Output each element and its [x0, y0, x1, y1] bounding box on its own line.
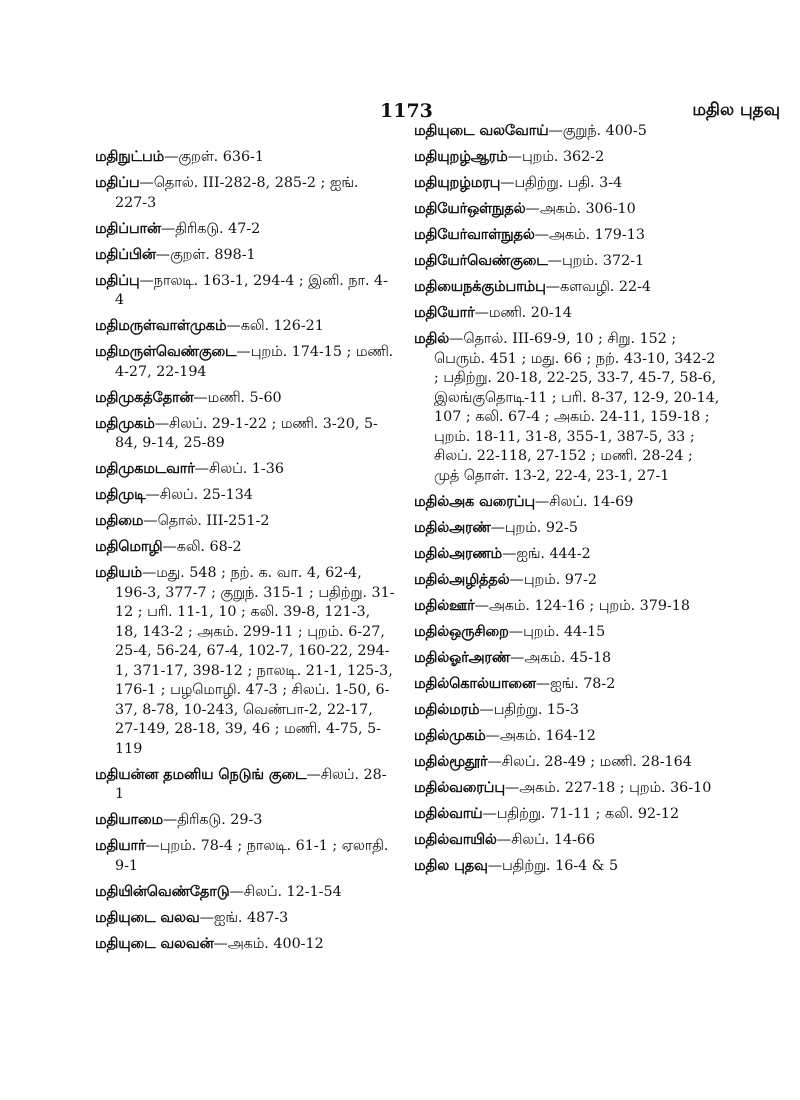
entry-headword: மதிநுட்பம்	[95, 149, 165, 165]
entry-headword: மதியுறழ்மரபு	[414, 175, 501, 191]
entry-headword: மதியம்	[95, 565, 142, 581]
entry-references: —சிலப். 14-66	[496, 831, 596, 848]
entry-references: —பதிற்று. 16-4 & 5	[487, 857, 619, 874]
index-entry	[414, 122, 720, 142]
entry-references: —பதிற்று. 15-3	[479, 701, 580, 718]
index-entry	[414, 252, 720, 272]
entry-headword: மதியேர்ஒள்நுதல்	[414, 201, 526, 217]
entry-headword: மதியுடை வலவ	[95, 909, 200, 926]
entry-headword: மதியுடை வலவோய்	[414, 123, 549, 139]
entry-references: —அகம். 306-10	[525, 201, 636, 217]
entry-headword: மதில்மூதூர்	[414, 753, 488, 770]
entry-headword: மதியேர்வெண்குடை	[414, 253, 548, 269]
entry-headword: மதியேர்வாள்நுதல்	[414, 227, 535, 243]
index-entry	[95, 766, 395, 805]
entry-references: —புறம். 97-2	[509, 571, 597, 588]
index-entry	[414, 174, 720, 194]
index-entry	[95, 272, 395, 311]
entry-references: —சிலப். 25-134	[145, 487, 253, 503]
entry-headword: மதிமருள்வாள்முகம்	[95, 318, 227, 334]
entry-headword: மதில்ஊர்	[414, 597, 475, 614]
index-entry	[95, 883, 395, 903]
left-column	[95, 148, 395, 961]
entry-references: —சிலப். 12-1-54	[229, 883, 342, 900]
entry-headword: மதில்வாய்	[414, 805, 483, 822]
entry-references: —சிலப். 14-69	[534, 493, 634, 510]
entry-references: —தொல். III-251-2	[143, 513, 270, 529]
index-entry	[414, 226, 720, 246]
entry-headword: மதியின்வெண்தோடு	[95, 883, 230, 900]
index-entry	[95, 909, 395, 929]
entry-headword: மதில்	[414, 331, 450, 347]
entry-references: —தொல். III-69-9, 10 ; சிறு. 152 ; பெரும். 451 ; மது. 66 ; நற். 43-10, 342-2 ; பதிற்று. 20-18, 22-25, 33-7, 45-7, 58-6, இலங்குதொடி-11 ; பரி. 8-37, 12-9, 20-14, 107 ; கலி. 67-4 ; அகம். 24-11, 159-18 ; புறம். 18-11, 31-8, 355-1, 387-5, 33 ; சிலப். 22-118, 27-152 ; மணி. 28-24 ; முத் தொள். 13-2, 22-4, 23-1, 27-1	[434, 331, 720, 484]
index-entry	[414, 571, 720, 591]
entry-headword: மதில புதவு	[414, 857, 488, 874]
entry-references: —அகம். 227-18 ; புறம். 36-10	[504, 779, 712, 796]
entry-references: —கலி. 68-2	[162, 539, 242, 555]
index-entry	[414, 597, 720, 617]
entry-headword: மதிமுகமடவார்	[95, 461, 195, 477]
index-entry	[414, 545, 720, 565]
index-entry	[95, 837, 395, 876]
entry-references: —திரிகடு. 47-2	[160, 220, 261, 237]
entry-headword: மதிப்பான்	[95, 220, 161, 237]
index-entry	[95, 246, 395, 266]
entry-references: —குறுந். 400-5	[548, 123, 647, 139]
entry-references: —ஐங். 487-3	[199, 909, 289, 926]
entry-references: —பதிற்று. 71-11 ; கலி. 92-12	[482, 805, 680, 822]
index-entry	[414, 779, 720, 799]
entry-references: —புறம். 372-1	[547, 253, 645, 269]
entry-references: —புறம். 92-5	[490, 519, 578, 536]
entry-headword: மதியன்ன தமனிய நெடுங் குடை	[95, 766, 307, 783]
index-entry	[95, 317, 395, 337]
entry-references: —அகம். 45-18	[510, 649, 612, 666]
index-entry	[414, 148, 720, 168]
entry-headword: மதில்கொல்யானை	[414, 675, 536, 692]
index-entry	[414, 519, 720, 539]
entry-headword: மதிமை	[95, 513, 144, 529]
entry-headword: மதியாமை	[95, 812, 163, 828]
index-entry	[414, 200, 720, 220]
entry-headword: மதிமுடி	[95, 487, 146, 503]
index-entry	[95, 460, 395, 480]
entry-references: —சிலப். 28-1	[115, 766, 387, 802]
entry-references: —கலி. 126-21	[226, 318, 324, 334]
right-column	[414, 122, 720, 883]
index-entry	[414, 753, 720, 773]
entry-headword: மதில்வாயில்	[414, 831, 497, 848]
entry-headword: மதியுறழ்ஆரம்	[414, 149, 508, 165]
index-entry	[414, 304, 720, 324]
entry-headword: மதிமுகம்	[95, 415, 155, 432]
index-entry	[95, 538, 395, 558]
entry-references: —மணி. 20-14	[474, 305, 572, 321]
index-entry	[95, 148, 395, 168]
entry-headword: மதில்மரம்	[414, 701, 480, 718]
index-entry	[414, 701, 720, 721]
entry-headword: மதில்அழித்தல்	[414, 571, 510, 588]
index-entry	[95, 512, 395, 532]
entry-references: —அகம். 124-16 ; புறம். 379-18	[474, 597, 690, 614]
index-entry	[95, 564, 395, 759]
entry-references: —சிலப். 29-1-22 ; மணி. 3-20, 5-84, 9-14, 25-89	[115, 415, 378, 451]
entry-references: —தொல். III-282-8, 285-2 ; ஐங். 227-3	[115, 175, 359, 211]
entry-references: —புறம். 362-2	[507, 149, 605, 165]
index-entry	[414, 493, 720, 513]
entry-references: —புறம். 78-4 ; நாலடி. 61-1 ; ஏலாதி. 9-1	[115, 838, 389, 874]
running-head: மதில புதவு	[692, 100, 780, 120]
index-entry	[414, 649, 720, 669]
index-entry	[414, 330, 720, 486]
page-number: 1173	[380, 100, 433, 122]
index-entry	[414, 675, 720, 695]
entry-references: —புறம். 44-15	[508, 623, 606, 640]
entry-headword: மதிப்ப	[95, 175, 140, 191]
index-entry	[414, 831, 720, 851]
entry-references: —சிலப். 28-49 ; மணி. 28-164	[487, 753, 692, 770]
entry-headword: மதில்வரைப்பு	[414, 779, 505, 796]
entry-headword: மதில்அக வரைப்பு	[414, 493, 535, 510]
index-entry	[414, 805, 720, 825]
index-entry	[95, 174, 395, 213]
entry-references: —சிலப். 1-36	[194, 461, 284, 477]
entry-references: —களவழி. 22-4	[545, 279, 652, 295]
index-entry	[414, 278, 720, 298]
entry-references: —பதிற்று. பதி. 3-4	[500, 175, 623, 191]
index-entry	[414, 623, 720, 643]
entry-references: —ஐங். 78-2	[535, 675, 616, 692]
entry-references: —ஐங். 444-2	[502, 545, 591, 562]
entry-headword: மதிப்பு	[95, 272, 140, 289]
entry-headword: மதில்அரணம்	[414, 545, 503, 562]
index-entry	[95, 389, 395, 409]
entry-references: —மணி. 5-60	[193, 389, 282, 406]
entry-headword: மதியைநக்கும்பாம்பு	[414, 279, 546, 295]
entry-headword: மதிமுகத்தோன்	[95, 389, 194, 406]
index-entry	[414, 857, 720, 877]
entry-headword: மதில்ஓர்அரண்	[414, 649, 511, 666]
entry-headword: மதில்முகம்	[414, 727, 486, 744]
index-entry	[95, 415, 395, 454]
entry-headword: மதிப்பின்	[95, 246, 156, 263]
entry-headword: மதியுடை வலவன்	[95, 935, 214, 952]
entry-headword: மதில்ஒருசிறை	[414, 623, 509, 640]
entry-references: —நாலடி. 163-1, 294-4 ; இனி. நா. 4-4	[115, 272, 388, 308]
entry-references: —புறம். 174-15 ; மணி. 4-27, 22-194	[115, 344, 394, 380]
entry-references: —குறள். 898-1	[155, 246, 256, 263]
entry-headword: மதில்அரண்	[414, 519, 491, 536]
entry-references: —அகம். 179-13	[534, 227, 645, 243]
entry-headword: மதியோர்	[414, 305, 475, 321]
entry-references: —திரிகடு. 29-3	[162, 812, 263, 828]
index-entry	[95, 486, 395, 506]
entry-references: —அகம். 400-12	[213, 935, 324, 952]
entry-headword: மதியார்	[95, 838, 146, 854]
entry-references: —மது. 548 ; நற். க. வா. 4, 62-4, 196-3, 377-7 ; குறுந். 315-1 ; பதிற்று. 31-12 ; பரி. 11-1, 10 ; கலி. 39-8, 121-3, 18, 143-2 ; அகம். 299-11 ; புறம். 6-27, 25-4, 56-24, 67-4, 102-7, 160-22, 294-1, 371-17, 398-12 ; நாலடி. 21-1, 125-3, 176-1 ; பழமொழி. 47-3 ; சிலப். 1-50, 6-37, 8-78, 10-243, வெண்பா-2, 22-17, 27-149, 28-18, 39, 46 ; மணி. 4-75, 5-119	[115, 565, 395, 757]
index-entry	[95, 220, 395, 240]
entry-references: —குறள். 636-1	[164, 149, 264, 165]
index-entry	[414, 727, 720, 747]
index-entry	[95, 811, 395, 831]
entry-references: —அகம். 164-12	[485, 727, 596, 744]
index-entry	[95, 343, 395, 382]
entry-headword: மதிமொழி	[95, 539, 163, 555]
entry-headword: மதிமருள்வெண்குடை	[95, 344, 237, 360]
index-entry	[95, 935, 395, 955]
